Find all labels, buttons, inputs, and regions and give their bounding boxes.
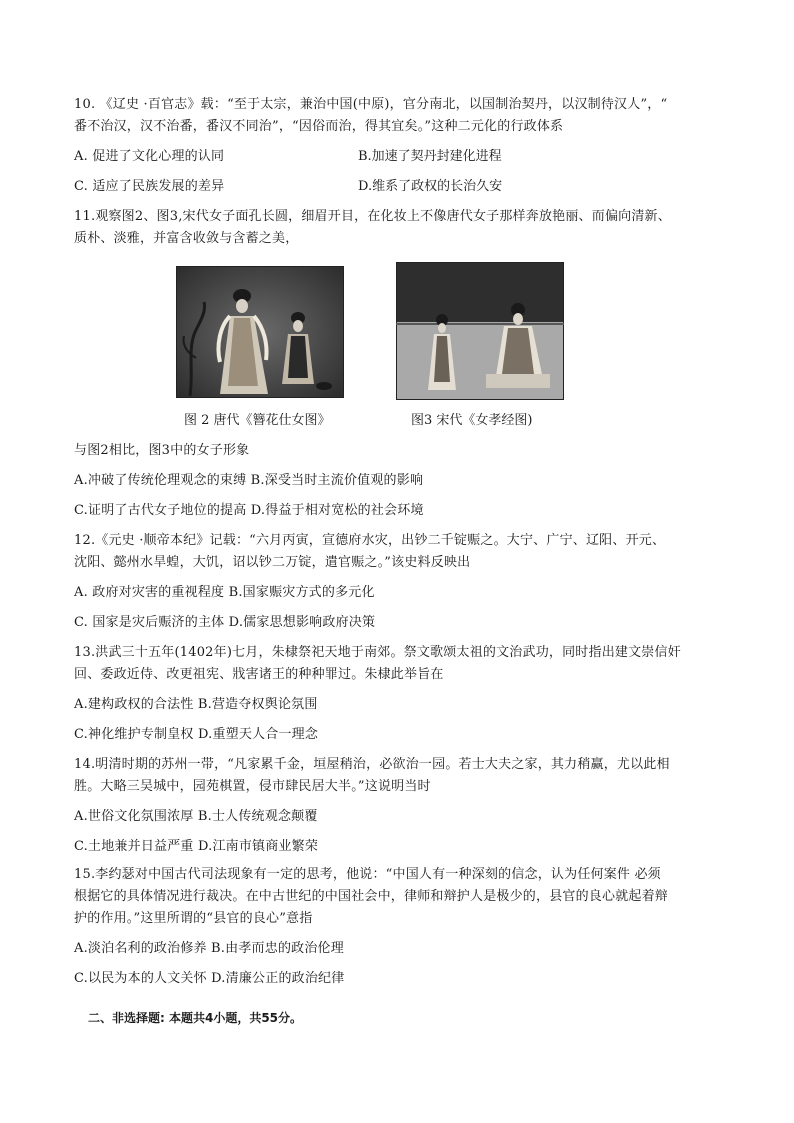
q15-options-cd: C.以民为本的人文关怀 D.清廉公正的政治纪律 [74, 971, 345, 986]
q11-options-cd: C.证明了古代女子地位的提高 D.得益于相对宽松的社会环境 [74, 503, 424, 518]
q11-stem-line-2: 质朴、淡雅，并富含收敛与含蓄之美， [74, 231, 299, 246]
q10-stem-line-2: 番不治汉，汉不治番，番汉不同治”，“因俗而治，得其宜矣。”这种二元化的行政体系 [74, 119, 564, 134]
q15-options-ab: A.淡泊名利的政治修养 B.由孝而忠的政治伦理 [74, 941, 344, 956]
q13-stem-line-2: 回、委政近侍、改更祖宪、戕害诸王的种种罪过。朱棣此举旨在 [74, 667, 444, 682]
q12-options-cd: C. 国家是灾后赈济的主体 D.儒家思想影响政府决策 [74, 615, 376, 630]
song-filial-piety-painting-image [396, 262, 564, 400]
q10-stem-line-1: 10. 《辽史 ·百官志》载：“至于太宗，兼治中国(中原)，官分南北，以国制治契丹，以汉制待汉人”，“ [74, 97, 668, 112]
q12-stem-line-1: 12.《元史 ·顺帝本纪》记载：“六月丙寅，宣德府水灾，出钞二千锭赈之。大宁、广宁、辽阳、开元、 [74, 533, 666, 548]
q11-stem-line-1: 11.观察图2、图3,宋代女子面孔长圆，细眉开目，在化妆上不像唐代女子那样奔放艳丽、而偏向清新、 [74, 209, 671, 224]
q14-stem-line-1: 14.明清时期的苏州一带，“凡家累千金，垣屋稍治，必欲治一园。若士大夫之家，其力稍赢，尤以此相 [74, 757, 670, 772]
q12-options-ab: A. 政府对灾害的重视程度 B.国家赈灾方式的多元化 [74, 585, 375, 600]
figure-3-caption: 图3 宋代《女孝经图) [411, 413, 533, 428]
q10-option-a: A. 促进了文化心理的认同 [74, 149, 225, 164]
figure-3-song-painting [396, 262, 564, 400]
q15-stem-line-3: 护的作用。”这里所谓的“县官的良心”意指 [74, 911, 313, 926]
q10-option-d: D.维系了政权的长治久安 [358, 179, 503, 194]
q15-stem-line-1: 15.李约瑟对中国古代司法现象有一定的思考，他说：“中国人有一种深刻的信念，认为任何案件 必须 [74, 867, 661, 882]
q10-option-b: B.加速了契丹封建化进程 [358, 149, 502, 164]
q13-options-ab: A.建构政权的合法性 B.营造夺权舆论氛围 [74, 697, 318, 712]
q15-stem-line-2: 根据它的具体情况进行裁决。在中古世纪的中国社会中，律师和辩护人是极少的，县官的良心就起着辩 [74, 889, 669, 904]
section-two-heading: 二、非选择题: 本题共4小题，共55分。 [88, 1011, 303, 1025]
figure-2-caption: 图 2 唐代《簪花仕女图》 [184, 413, 331, 428]
q10-option-c: C. 适应了民族发展的差异 [74, 179, 225, 194]
q14-stem-line-2: 胜。大略三吴城中，园苑棋置，侵市肆民居大半。”这说明当时 [74, 779, 431, 794]
figure-2-tang-painting [176, 266, 344, 398]
tang-ladies-painting-image [176, 266, 344, 398]
q13-options-cd: C.神化维护专制皇权 D.重塑天人合一理念 [74, 727, 319, 742]
q11-options-ab: A.冲破了传统伦理观念的束缚 B.深受当时主流价值观的影响 [74, 473, 424, 488]
q14-options-ab: A.世俗文化氛围浓厚 B.士人传统观念颠覆 [74, 809, 318, 824]
q14-options-cd: C.土地兼并日益严重 D.江南市镇商业繁荣 [74, 839, 319, 854]
q13-stem-line-1: 13.洪武三十五年(1402年)七月，朱棣祭祀天地于南郊。祭文歌颂太祖的文治武功，同时指出建文崇信奸 [74, 645, 681, 660]
q12-stem-line-2: 沈阳、懿州水旱蝗，大饥，诏以钞二万锭，遣官赈之。”该史料反映出 [74, 555, 471, 570]
q11-question: 与图2相比，图3中的女子形象 [74, 443, 250, 458]
